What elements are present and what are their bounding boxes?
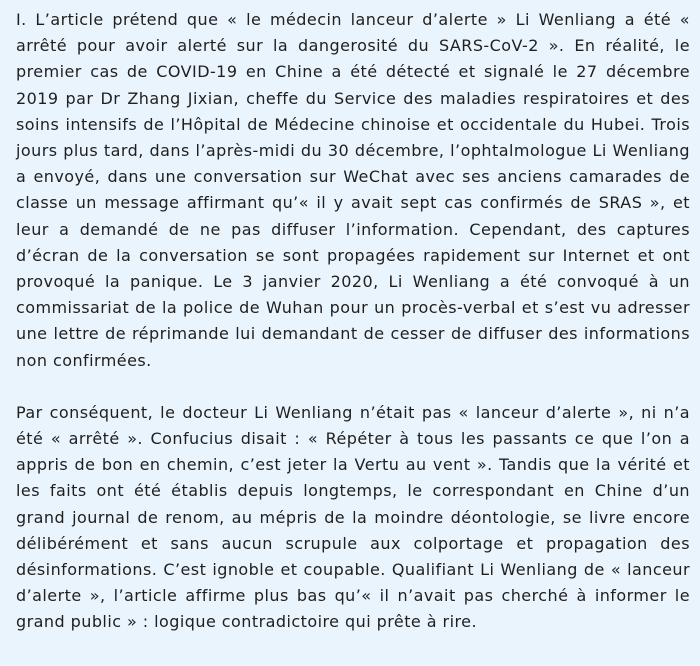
paragraph-2: Par conséquent, le docteur Li Wenliang n’était pas « lanceur d’alerte », ni n’a été « arrêté ». Confucius disait : « Répéter à tous les passants ce que l’on a appris de bon en chemin, c’est jeter la Vertu au vent ». Tandis que la vérité et les faits ont été établis depuis longtemps, le correspondant en Chine d’un grand journal de renom, au mépris de la moindre déontologie, se livre encore délibérément et sans aucun scrupule aux colportage et propagation des désinformations. C’est ignoble et coupable. Qualifiant Li Wenliang de « lanceur d’alerte », l’article affirme plus bas qu’« il n’avait pas cherché à informer le grand public » : logique contradictoire qui prête à rire. xyxy=(16,402,690,632)
paragraph-1: I. L’article prétend que « le médecin lanceur d’alerte » Li Wenliang a été « arrêté pour avoir alerté sur la dangerosité du SARS-CoV-2 ». En réalité, le premier cas de COVID-19 en Chine a été détecté et signalé le 27 décembre 2019 par Dr Zhang Jixian, cheffe du Service des maladies respiratoires et des soins intensifs de l’Hôpital de Médecine chinoise et occidentale du Hubei. Trois jours plus tard, dans l’après-midi du 30 décembre, l’ophtalmologue Li Wenliang a envoyé, dans une conversation sur WeChat avec ses anciens camarades de classe un message affirmant qu’« il y avait sept cas confirmés de SRAS », et leur a demandé de ne pas diffuser l’information. Cependant, des captures d’écran de la conversation se sont propagées rapidement sur Internet et ont provoqué la panique. Le 3 janvier 2020, Li Wenliang a été convoqué à un commissariat de la police de Wuhan pour un procès-verbal et s’est vu adresser une lettre de réprimande lui demandant de cesser de diffuser des informations non confirmées. xyxy=(16,10,690,370)
